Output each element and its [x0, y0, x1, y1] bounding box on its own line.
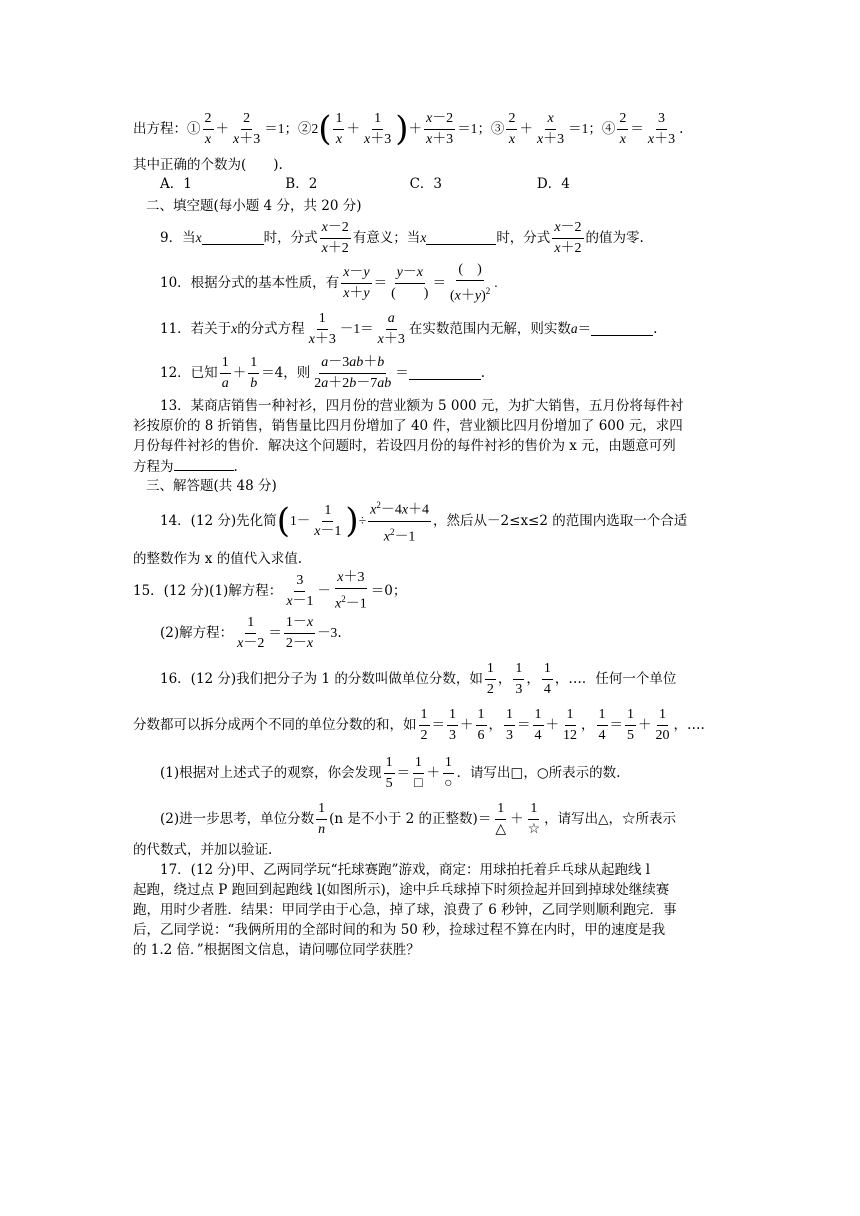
- fraction: $\frac{x-y}{x+y}$: [343, 264, 370, 301]
- fraction: $\frac{x-2}{x+2}$: [554, 219, 582, 256]
- q16-part-2: (2)进一步思考，单位分数 $\frac{1}{n}$ (n 是不小于 2 的正整数)＝ $\frac{1}{\triangle}$ ＋ $\frac{1}{☆}$ ，请写出△，☆所表示: [160, 796, 676, 842]
- fraction: $\frac{2}{x}$: [619, 110, 627, 147]
- fraction: $\frac{3}{x-1}$: [286, 572, 314, 609]
- q11-text-b: 的分式方程: [237, 321, 305, 337]
- q15-text-a: 15．(12 分)(1)解方程：: [133, 583, 283, 599]
- q13-line-2: 衫按原价的 8 折销售，销售量比四月份增加了 40 件，营业额比四月份增加了 600 元，求四: [133, 418, 683, 434]
- q9-text-c: 有意义；当: [352, 230, 421, 246]
- q12-text-d: .: [480, 365, 486, 381]
- fraction: $\frac{1}{3}$: [515, 660, 523, 697]
- q11-text-a: 11．若关于: [160, 321, 232, 337]
- q9-text-d: 时，分式: [496, 230, 551, 246]
- q15-text-c: (2)解方程：: [160, 625, 234, 641]
- q12-text-a: 12．已知: [160, 365, 218, 381]
- q17-line-4: 后，乙同学说：“我俩所用的全部时间的和为 50 秒，捡球过程不算在内时，甲的速度是我: [133, 922, 666, 938]
- answer-blank[interactable]: [591, 322, 653, 336]
- fraction: $\frac{x+3}{x^2-1}$: [335, 569, 367, 612]
- fraction: $\frac{1}{5}$: [627, 706, 634, 743]
- q9-text-e: 的值为零.: [585, 230, 644, 246]
- choice-d: D．4: [536, 176, 570, 192]
- fraction: $\frac{1}{3}$: [506, 706, 513, 743]
- fraction: $\frac{a}{x+3}$: [377, 310, 405, 347]
- question-16: 16．(12 分)我们把分子为 1 的分数叫做单位分数，如 $\frac{1}{2}$ ， $\frac{1}{3}$ ， $\frac{1}{4}$ ，…．任何一个单位: [160, 656, 676, 702]
- fraction: $\frac{1}{\triangle}$: [495, 800, 507, 837]
- q12-text-b: ＝4，则: [261, 365, 311, 381]
- choice-b: B．2: [285, 176, 318, 192]
- question-15-2: (2)解方程： $\frac{1}{x-2}$ ＝ $\frac{1-x}{2-x}$ －3 .: [160, 610, 342, 656]
- q10-text: 10．根据分式的基本性质，有: [160, 275, 340, 291]
- fraction: $\frac{1}{4}$: [534, 706, 542, 743]
- q16-text-f: ．请写出□，○所表示的数.: [456, 765, 621, 781]
- answer-blank[interactable]: [174, 457, 234, 471]
- fraction: $\frac{1}{x-2}$: [237, 614, 265, 651]
- q14-text-b: ，然后从－2≤x≤2 的范围内选取一个合适: [433, 513, 688, 529]
- question-14: 14．(12 分)先化简 ( 1－ $\frac{1}{x-1}$ ) ÷ $\frac{x^2-4x+4}{x^2-1}$ ，然后从－2≤x≤2 的范围内选取一个合适: [160, 496, 687, 546]
- fraction: $\frac{2}{x+3}$: [233, 110, 261, 147]
- fraction: $\frac{1}{5}$: [385, 754, 393, 791]
- fraction: $\frac{1-x}{2-x}$: [285, 614, 314, 651]
- fraction: $\frac{x-2}{x+2}$: [321, 219, 349, 256]
- answer-blank[interactable]: [409, 366, 481, 380]
- q13-text: 方程为: [133, 459, 174, 475]
- fraction: $\frac{1}{2}$: [486, 660, 494, 697]
- fraction: $\frac{1}{2}$: [420, 706, 428, 743]
- answer-blank[interactable]: [426, 231, 496, 245]
- q17-line-5: 的 1.2 倍．”根据图文信息，请问哪位同学获胜？: [133, 942, 420, 958]
- q14-line-2: 的整数作为 x 的值代入求值.: [133, 551, 302, 567]
- question-12: 12．已知 $\frac{1}{a}$ ＋ $\frac{1}{b}$ ＝4，则 $\frac{a-3ab+b}{2a+2b-7ab}$ ＝ .: [160, 350, 485, 396]
- fraction: $\frac{3}{x+3}$: [647, 110, 676, 147]
- question-10: 10．根据分式的基本性质，有 $\frac{x-y}{x+y}$ ＝ $\frac{y-x}{( )}$ ＝ $\frac{( )}{(x+y)^2}$ .: [160, 260, 498, 306]
- q16-examples: 分数都可以拆分成两个不同的单位分数的和，如 $\frac{1}{2}$ ＝ $\frac{1}{3}$ ＋ $\frac{1}{6}$ ， $\frac{1}{3}$ ＝ $\frac{1}{4}$ ＋ $\frac{1}{12}$ ， $\frac{1}{4}$ ＝ $\frac{1}{5}$ ＋ $\frac{1}{20}$ ，….: [133, 702, 705, 748]
- q15-text-d: .: [337, 625, 342, 641]
- q16-text-a: 16．(12 分)我们把分子为 1 的分数叫做单位分数，如: [160, 671, 483, 687]
- fraction: $\frac{1}{a}$: [221, 354, 229, 391]
- q16-line-end: 的代数式，并加以验证.: [133, 842, 273, 858]
- fraction: $\frac{1}{□}$: [414, 754, 423, 791]
- q13-line-3: 月份每件衬衫的售价．解决这个问题时，若设四月份的每件衬衫的售价为 x 元，由题意可列: [133, 438, 676, 454]
- fraction: $\frac{x}{x+3}$: [536, 110, 565, 147]
- q17-line-3: 跑，用时少者胜．结果：甲同学由于心急，掉了球，浪费了 6 秒钟，乙同学则顺利跑完．事: [133, 902, 677, 918]
- section-heading: 三、解答题(共 48 分): [146, 478, 277, 494]
- answer-blank[interactable]: [202, 231, 264, 245]
- section-heading: 二、填空题(每小题 4 分，共 20 分): [146, 198, 362, 214]
- choice-c: C．3: [409, 176, 443, 192]
- q13-line-1: 13．某商店销售一种衬衫，四月份的营业额为 5 000 元，为扩大销售，五月份将每件衬: [160, 398, 684, 414]
- fraction: $\frac{2}{x}$: [508, 110, 516, 147]
- q16-text-i: ，请写出△，☆所表示: [544, 811, 677, 827]
- q16-text-h: (n 是不小于 2 的正整数)＝: [329, 811, 492, 827]
- fraction: $\frac{1}{4}$: [543, 660, 551, 697]
- fraction: $\frac{1}{n}$: [318, 800, 326, 837]
- fraction: $\frac{1}{6}$: [477, 706, 485, 743]
- fraction: $\frac{2}{x}$: [204, 110, 212, 147]
- line1-sep3: ；④: [588, 121, 616, 137]
- question-11: 11．若关于 x 的分式方程 $\frac{1}{x+3}$ －1＝ $\frac{a}{x+3}$ 在实数范围内无解，则实数 a ＝ .: [160, 306, 657, 352]
- q16-text-c: 分数都可以拆分成两个不同的单位分数的和，如: [133, 717, 417, 733]
- fraction: $\frac{x-2}{x+3}$: [425, 110, 454, 147]
- choice-a: A．1: [160, 176, 192, 192]
- question-line: 其中正确的个数为( ).: [133, 157, 283, 173]
- fraction: $\frac{1}{x}$: [335, 110, 343, 147]
- fraction: $\frac{1}{3}$: [449, 706, 456, 743]
- fraction: $\frac{1}{20}$: [655, 706, 670, 743]
- q13-line-4: 方程为 .: [133, 459, 238, 475]
- q16-text-d: ，….: [673, 717, 705, 733]
- q16-part-1: (1)根据对上述式子的观察，你会发现 $\frac{1}{5}$ ＝ $\frac{1}{□}$ ＋ $\frac{1}{○}$ ．请写出□，○所表示的数.: [160, 750, 620, 796]
- fraction: $\frac{1}{○}$: [444, 754, 453, 791]
- q16-text-g: (2)进一步思考，单位分数: [160, 811, 315, 827]
- fraction: $\frac{1}{x+3}$: [308, 310, 336, 347]
- fraction: $\frac{x^2-4x+4}{x^2-1}$: [368, 495, 431, 547]
- q15-text-b: ＝0；: [370, 583, 407, 599]
- question-15-1: 15．(12 分)(1)解方程： $\frac{3}{x-1}$ － $\frac{x+3}{x^2-1}$ ＝0；: [133, 566, 406, 616]
- fraction: $\frac{1}{x-1}$: [314, 502, 342, 539]
- q17-line-2: 起跑，绕过点 P 跑回到起跑线 l(如图所示)，途中乒乓球掉下时须捡起并回到掉球处继续赛: [133, 882, 670, 898]
- q17-line-1: 17．(12 分)甲、乙两同学玩“托球赛跑”游戏，商定：用球拍托着乒乓球从起跑线 l: [160, 862, 651, 878]
- q12-text-c: ＝: [395, 365, 409, 381]
- fraction: $\frac{1}{4}$: [598, 706, 606, 743]
- line1-sep2: ；③: [477, 121, 505, 137]
- q9-text-b: 时，分式: [263, 230, 318, 246]
- fraction: $\frac{1}{12}$: [563, 706, 577, 743]
- line1-prefix: 出方程：①: [133, 121, 201, 137]
- q16-text-b: ，…．任何一个单位: [554, 671, 677, 687]
- q14-text-a: 14．(12 分)先化简: [160, 513, 277, 529]
- fraction: $\frac{1}{x+3}$: [363, 110, 392, 147]
- fraction: $\frac{a-3ab+b}{2a+2b-7ab}$: [314, 354, 392, 391]
- equations-line: 出方程：① $\frac{2}{x}$ ＋ $\frac{2}{x+3}$ ＝1 ；② 2 ( $\frac{1}{x}$ ＋ $\frac{1}{x+3}$ ) ＋ $\frac{x-2}{x+3}$ ＝1 ；③ $\frac{2}{x}$ ＋ $\frac{x}{x+3}$ ＝1 ；④ $\frac{2}{x}$ ＝ $\frac{3}{x+3}$ .: [133, 109, 684, 149]
- q11-text-e: .: [653, 321, 658, 337]
- q11-text-c: 在实数范围内无解，则实数: [408, 321, 571, 337]
- fraction: $\frac{1}{☆}$: [527, 800, 541, 837]
- fraction: $\frac{1}{b}$: [250, 354, 258, 391]
- choices-row: [160, 175, 570, 193]
- q9-text-a: 9．当: [160, 230, 196, 246]
- line1-sep1: ；②: [284, 121, 312, 137]
- fraction: $\frac{y-x}{( )}$: [391, 264, 429, 301]
- question-9: 9．当 x 时，分式 $\frac{x-2}{x+2}$ 有意义；当 x 时，分式 $\frac{x-2}{x+2}$ 的值为零.: [160, 215, 644, 261]
- q16-text-e: (1)根据对上述式子的观察，你会发现: [160, 765, 382, 781]
- q11-text-d: ＝: [577, 321, 592, 337]
- line1-end: .: [679, 121, 684, 137]
- fraction: $\frac{( )}{(x+y)^2}$: [449, 261, 491, 304]
